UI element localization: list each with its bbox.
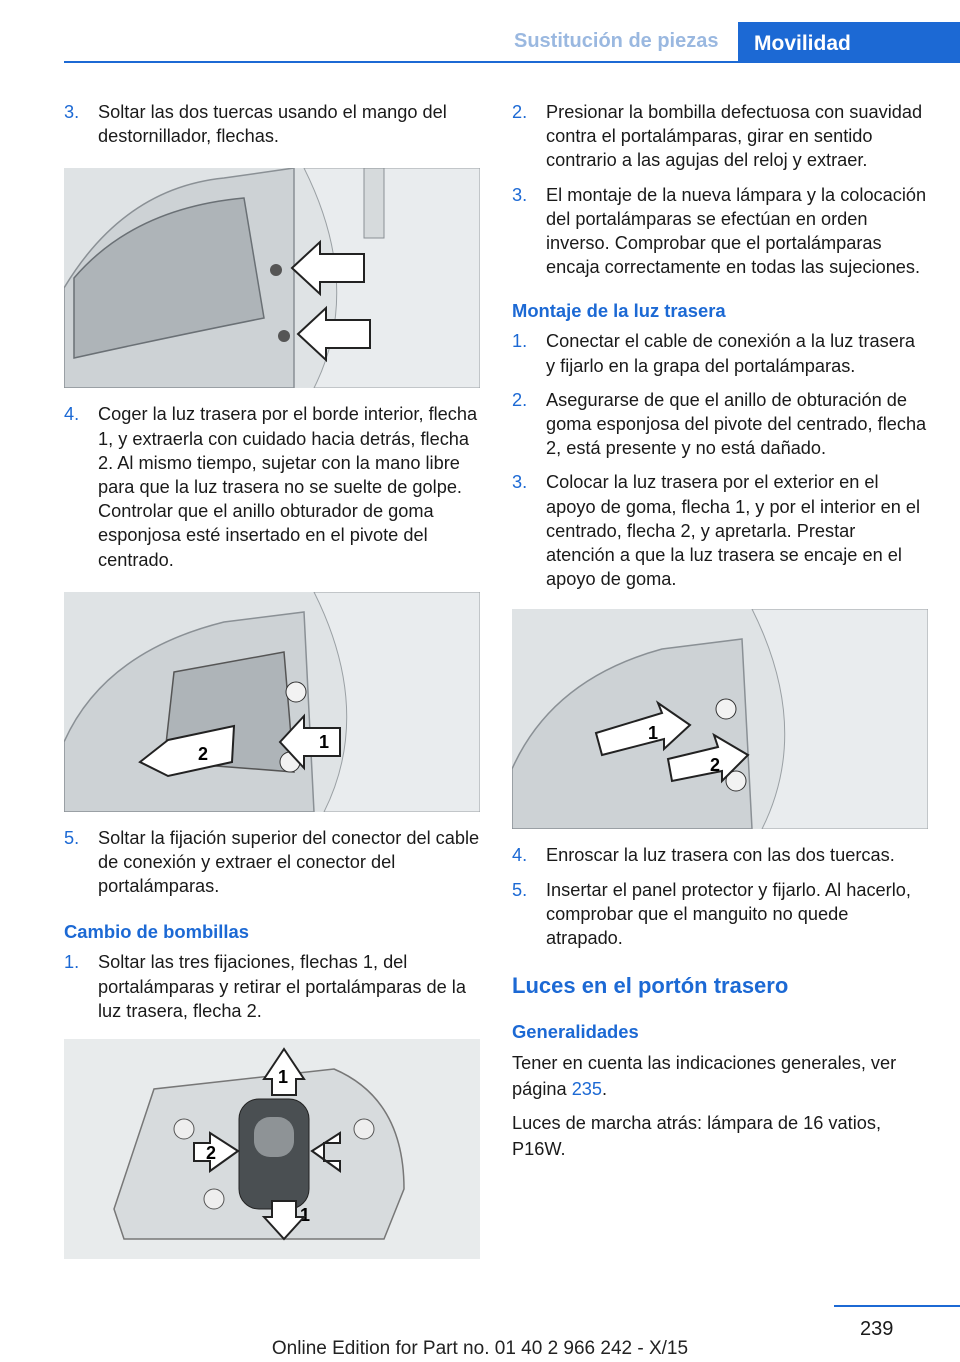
step-text: El montaje de la nueva lámpara y la colocación del portalámparas se efectúan en orden inverso. Comprobar que el portalámparas encaja correctamente en todas las sujeciones. — [546, 184, 927, 278]
step-number: 4. — [512, 845, 528, 866]
step-text: Coger la luz trasera por el borde interior, flecha 1, y extraerla con cuidado hacia detrás, flecha 2. Al mismo tiempo, sujetar con la mano libre para que la luz trasera no se suelte de golpe. Controlar que el anillo obturador de goma esponjosa esté insertado en el pivote del centrado. — [98, 404, 478, 570]
callout-label: 1 — [300, 1205, 311, 1226]
page-number: 239 — [860, 1318, 894, 1340]
figure-lampholder — [64, 1039, 480, 1259]
callout-label: 1 — [319, 731, 330, 752]
edition-footer: Online Edition for Part no. 01 40 2 966 242 - X/15 — [271, 1338, 689, 1359]
step-item — [64, 950, 480, 1023]
step-number: 3. — [512, 184, 528, 205]
step-item — [512, 388, 928, 461]
step-number: 2. — [512, 102, 528, 122]
step-text: Presionar la bombilla defectuosa con suavidad contra el portalámparas, girar en sentido contrario a las agujas del reloj y extraer. — [546, 102, 923, 171]
step-text: Enroscar la luz trasera con las dos tuercas. — [546, 845, 895, 866]
step-number: 4. — [64, 404, 80, 425]
section-heading: Luces en el portón trasero — [512, 973, 789, 999]
step-item — [64, 100, 480, 148]
step-number: 1. — [64, 952, 80, 973]
callout-label: 1 — [648, 723, 659, 744]
step-number: 1. — [512, 331, 528, 352]
figure-taillight-mount — [512, 609, 928, 829]
step-item — [512, 470, 928, 591]
header-section: Sustitución de piezas — [514, 30, 719, 52]
figure-taillight-nuts — [64, 168, 480, 388]
step-text: Soltar la fijación superior del conector del cable de conexión y extraer el conector del portalámparas. — [98, 827, 480, 897]
footer-rule — [834, 1305, 960, 1307]
step-number: 5. — [512, 879, 528, 900]
callout-label: 1 — [278, 1067, 289, 1088]
callout-label: 2 — [198, 743, 209, 764]
left-column — [64, 100, 480, 1259]
subsection-heading: Cambio de bombillas — [64, 921, 249, 943]
step-item — [512, 183, 928, 280]
step-number: 3. — [64, 102, 80, 122]
general-paragraph: Tener en cuenta las indicaciones generales, ver página 235. — [512, 1053, 897, 1100]
step-item — [512, 329, 928, 377]
step-number: 5. — [64, 827, 80, 848]
step-item — [512, 843, 928, 867]
step-item — [512, 100, 928, 173]
step-number: 3. — [512, 472, 528, 493]
step-item — [512, 878, 928, 951]
callout-label: 2 — [710, 755, 721, 776]
step-number: 2. — [512, 389, 528, 410]
step-text: Colocar la luz trasera por el exterior en el apoyo de goma, flecha 1, y por el interior en el centrado, flecha 2, y apretarla. Prestar atención a que la luz trasera se encaje en el apoyo de goma. — [546, 472, 921, 590]
subsection-heading: Montaje de la luz trasera — [512, 300, 726, 322]
callout-label: 2 — [206, 1143, 217, 1164]
reverse-light-paragraph: Luces de marcha atrás: lámpara de 16 vatios, P16W. — [512, 1113, 881, 1160]
step-text: Soltar las dos tuercas usando el mango del destornillador, flechas. — [98, 102, 447, 147]
step-item — [64, 826, 480, 899]
figure-taillight-remove — [64, 592, 480, 812]
step-text: Insertar el panel protector y fijarlo. Al hacerlo, comprobar que el manguito no quede atrapado. — [546, 879, 911, 949]
step-item — [64, 402, 480, 571]
right-column — [512, 100, 928, 1162]
step-text: Soltar las tres fijaciones, flechas 1, del portalámparas y retirar el portalámparas de la luz trasera, flecha 2. — [98, 952, 466, 1021]
header-chapter-tab: Movilidad — [738, 22, 960, 62]
step-text: Asegurarse de que el anillo de obturación de goma esponjosa del pivote del centrado, flecha 2, está presente y no está dañado. — [546, 389, 927, 459]
step-text: Conectar el cable de conexión a la luz trasera y fijarlo en la grapa del portalámparas. — [546, 331, 916, 376]
page-link[interactable]: 235 — [571, 1079, 603, 1100]
subsection-heading: Generalidades — [512, 1021, 639, 1043]
